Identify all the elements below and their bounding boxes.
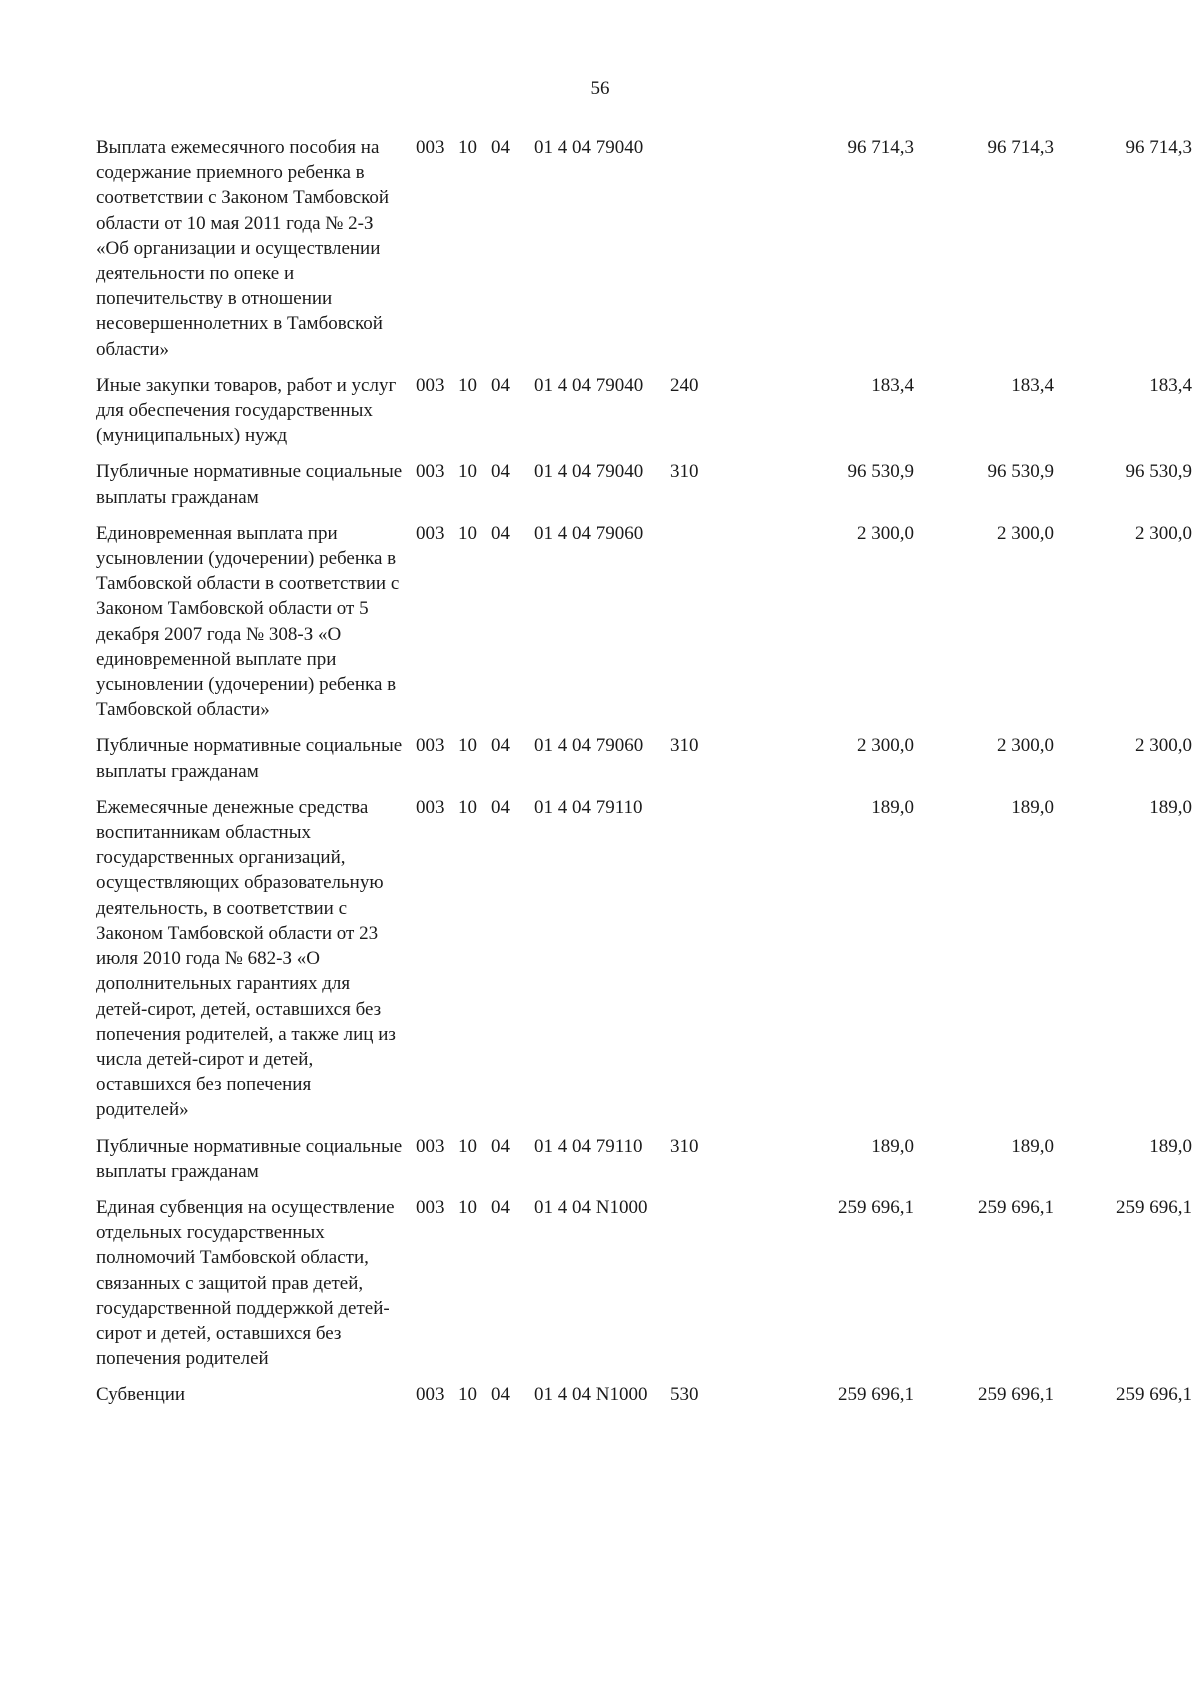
row-expense-type-code: 310 xyxy=(670,735,699,757)
row-amount-year-2: 259 696,1 xyxy=(978,1384,1054,1406)
row-expense-type-code: 310 xyxy=(670,1135,699,1157)
row-amount-year-1: 189,0 xyxy=(871,1135,914,1157)
row-vedomstvo-code: 003 xyxy=(416,461,445,483)
row-vedomstvo-code: 003 xyxy=(416,522,445,544)
row-section-code: 10 xyxy=(458,1384,477,1406)
table-row xyxy=(96,1134,1192,1184)
row-description: Ежемесячные денежные средства воспитанникам областных государственных организаций, осуществляющих образовательную деятельность, в соответствии с Законом Тамбовской области от 23 июля 2010 года № 682-З «О дополнительных гарантиях для детей-сирот, детей, оставшихся без попечения родителей, а также лиц из числа детей-сирот и детей, оставшихся без попечения родителей» xyxy=(96,796,396,1121)
row-section-code: 10 xyxy=(458,1196,477,1218)
row-target-article-code: 01 4 04 79110 xyxy=(534,796,643,818)
row-amount-year-2: 189,0 xyxy=(1011,796,1054,818)
row-amount-year-1: 96 530,9 xyxy=(847,461,914,483)
row-vedomstvo-code: 003 xyxy=(416,1384,445,1406)
row-amount-year-3: 259 696,1 xyxy=(1116,1196,1192,1218)
row-amount-year-1: 2 300,0 xyxy=(857,735,914,757)
row-amount-year-1: 183,4 xyxy=(871,374,914,396)
row-amount-year-3: 96 530,9 xyxy=(1125,461,1192,483)
row-section-code: 10 xyxy=(458,461,477,483)
row-amount-year-1: 96 714,3 xyxy=(847,137,914,158)
row-target-article-code: 01 4 04 79060 xyxy=(534,522,644,544)
row-amount-year-1: 259 696,1 xyxy=(838,1384,914,1406)
row-vedomstvo-code: 003 xyxy=(416,1196,445,1218)
table-row xyxy=(96,1382,1192,1407)
row-vedomstvo-code: 003 xyxy=(416,1135,445,1157)
row-amount-year-1: 2 300,0 xyxy=(857,522,914,544)
row-description: Публичные нормативные социальные выплаты гражданам xyxy=(96,735,403,782)
row-target-article-code: 01 4 04 79110 xyxy=(534,1135,643,1157)
row-amount-year-3: 96 714,3 xyxy=(1125,137,1192,158)
row-description: Единовременная выплата при усыновлении (удочерении) ребенка в Тамбовской области в соответствии с Законом Тамбовской области от 5 декабря 2007 года № 308-З «О единовременной выплате при усыновлении (удочерении) ребенка в Тамбовской области» xyxy=(96,522,400,721)
row-section-code: 10 xyxy=(458,374,477,396)
row-amount-year-3: 189,0 xyxy=(1149,1135,1192,1157)
row-vedomstvo-code: 003 xyxy=(416,374,445,396)
row-vedomstvo-code: 003 xyxy=(416,137,445,158)
row-section-code: 10 xyxy=(458,522,477,544)
row-description: Публичные нормативные социальные выплаты гражданам xyxy=(96,461,403,508)
row-subsection-code: 04 xyxy=(491,1384,510,1406)
row-subsection-code: 04 xyxy=(491,522,510,544)
row-target-article-code: 01 4 04 79040 xyxy=(534,137,644,158)
row-subsection-code: 04 xyxy=(491,735,510,757)
row-amount-year-2: 96 714,3 xyxy=(987,137,1054,158)
row-vedomstvo-code: 003 xyxy=(416,796,445,818)
row-section-code: 10 xyxy=(458,137,477,158)
row-description: Единая субвенция на осуществление отдельных государственных полномочий Тамбовской области, связанных с защитой прав детей, государственной поддержкой детей-сирот и детей, оставшихся без попечения родителей xyxy=(96,1196,395,1370)
row-section-code: 10 xyxy=(458,796,477,818)
row-subsection-code: 04 xyxy=(491,1196,510,1218)
row-amount-year-3: 183,4 xyxy=(1149,374,1192,396)
row-amount-year-2: 189,0 xyxy=(1011,1135,1054,1157)
row-subsection-code: 04 xyxy=(491,461,510,483)
table-row xyxy=(96,459,1192,509)
row-vedomstvo-code: 003 xyxy=(416,735,445,757)
row-description: Иные закупки товаров, работ и услуг для обеспечения государственных (муниципальных) нужд xyxy=(96,374,397,447)
row-target-article-code: 01 4 04 N1000 xyxy=(534,1384,648,1406)
table-row xyxy=(96,373,1192,449)
budget-table xyxy=(96,135,1192,1419)
row-amount-year-1: 189,0 xyxy=(871,796,914,818)
row-expense-type-code: 240 xyxy=(670,374,699,396)
row-amount-year-3: 2 300,0 xyxy=(1135,522,1192,544)
row-amount-year-2: 2 300,0 xyxy=(997,522,1054,544)
table-row xyxy=(96,795,1192,1123)
row-target-article-code: 01 4 04 N1000 xyxy=(534,1196,648,1218)
row-target-article-code: 01 4 04 79040 xyxy=(534,374,644,396)
table-row xyxy=(96,1195,1192,1371)
row-section-code: 10 xyxy=(458,735,477,757)
table-row xyxy=(96,135,1192,362)
row-amount-year-2: 2 300,0 xyxy=(997,735,1054,757)
row-target-article-code: 01 4 04 79040 xyxy=(534,461,644,483)
row-target-article-code: 01 4 04 79060 xyxy=(534,735,644,757)
row-amount-year-3: 2 300,0 xyxy=(1135,735,1192,757)
row-section-code: 10 xyxy=(458,1135,477,1157)
row-amount-year-2: 183,4 xyxy=(1011,374,1054,396)
row-amount-year-3: 259 696,1 xyxy=(1116,1384,1192,1406)
row-amount-year-3: 189,0 xyxy=(1149,796,1192,818)
row-expense-type-code: 310 xyxy=(670,461,699,483)
row-amount-year-2: 96 530,9 xyxy=(987,461,1054,483)
row-expense-type-code: 530 xyxy=(670,1384,699,1406)
row-description: Публичные нормативные социальные выплаты гражданам xyxy=(96,1135,403,1182)
row-subsection-code: 04 xyxy=(491,137,510,158)
table-row xyxy=(96,733,1192,783)
page-number: 56 xyxy=(590,78,610,99)
row-description: Субвенции xyxy=(96,1384,186,1406)
row-subsection-code: 04 xyxy=(491,1135,510,1157)
row-description: Выплата ежемесячного пособия на содержание приемного ребенка в соответствии с Законом Тамбовской области от 10 мая 2011 года № 2-З «Об организации и осуществлении деятельности по опеке и попечительству в отношении несовершеннолетних в Тамбовской области» xyxy=(96,137,390,360)
row-amount-year-1: 259 696,1 xyxy=(838,1196,914,1218)
row-subsection-code: 04 xyxy=(491,374,510,396)
table-row xyxy=(96,521,1192,723)
row-amount-year-2: 259 696,1 xyxy=(978,1196,1054,1218)
row-subsection-code: 04 xyxy=(491,796,510,818)
